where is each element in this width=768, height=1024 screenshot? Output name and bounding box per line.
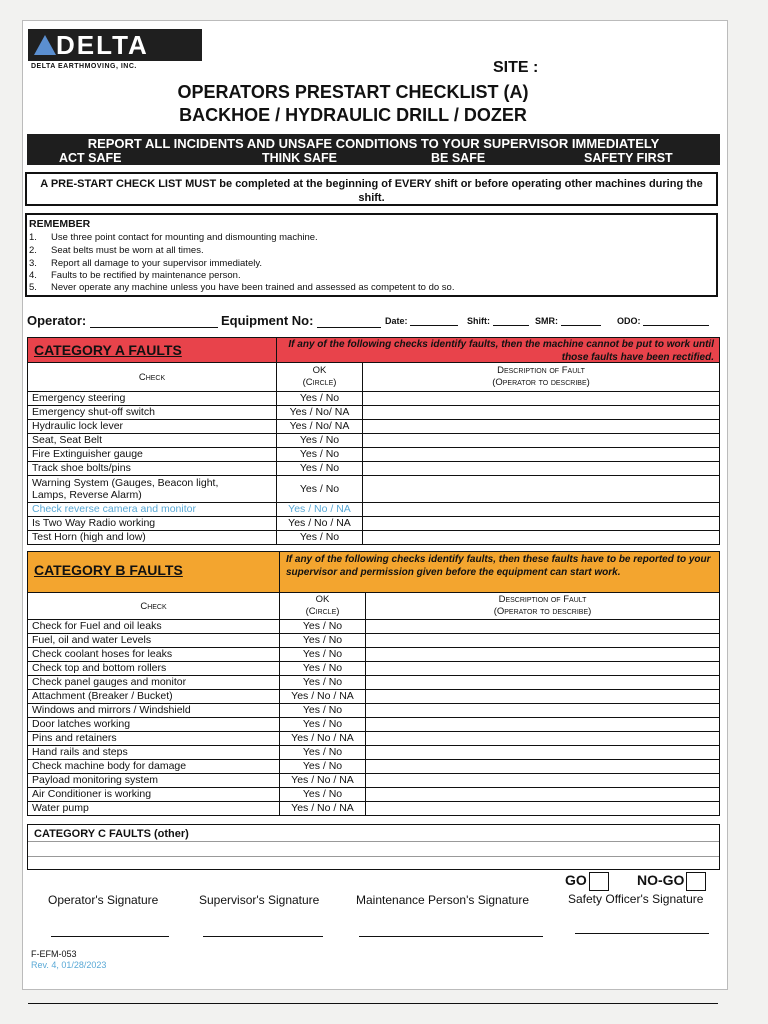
page-bottom-line: [28, 1003, 718, 1004]
category-a-title: CATEGORY A FAULTS: [34, 342, 182, 358]
ok-circle-options[interactable]: Yes / No: [280, 648, 366, 662]
table-row: [28, 732, 720, 746]
fault-description-cell[interactable]: [366, 662, 720, 676]
category-c-title: CATEGORY C FAULTS (other): [34, 828, 189, 840]
ok-circle-options[interactable]: Yes / No: [277, 434, 363, 448]
nogo-checkbox[interactable]: NO-GO: [637, 872, 706, 891]
table-row: [28, 448, 720, 462]
ok-circle-options[interactable]: Yes / No: [280, 662, 366, 676]
table-row: [28, 662, 720, 676]
form-title: OPERATORS PRESTART CHECKLIST (A): [177, 82, 529, 102]
revision-label: Rev. 4, 01/28/2023: [31, 960, 107, 970]
table-row: [28, 517, 720, 531]
table-row: [28, 634, 720, 648]
ok-circle-options[interactable]: Yes / No / NA: [280, 690, 366, 704]
fault-description-cell[interactable]: [366, 746, 720, 760]
odo-field[interactable]: ODO:: [617, 316, 709, 326]
table-row: [28, 760, 720, 774]
ok-column-header: OK (Circle): [277, 363, 363, 392]
check-item: Windows and mirrors / Windshield: [28, 704, 280, 718]
check-item: Check coolant hoses for leaks: [28, 648, 280, 662]
table-row: [28, 774, 720, 788]
ok-circle-options[interactable]: Yes / No/ NA: [277, 420, 363, 434]
check-item: Seat, Seat Belt: [28, 434, 277, 448]
check-item: Attachment (Breaker / Bucket): [28, 690, 280, 704]
check-item: Check reverse camera and monitor: [28, 503, 277, 517]
ok-circle-options[interactable]: Yes / No: [280, 718, 366, 732]
ok-circle-options[interactable]: Yes / No / NA: [280, 774, 366, 788]
table-row: [28, 476, 720, 503]
check-item: Track shoe bolts/pins: [28, 462, 277, 476]
prestart-notice: A PRE-START CHECK LIST MUST be completed at the beginning of EVERY shift or before operating other machines during the shift.: [25, 172, 718, 206]
banner-message: REPORT ALL INCIDENTS AND UNSAFE CONDITIONS TO YOUR SUPERVISOR IMMEDIATELY: [87, 136, 660, 151]
category-a-note: If any of the following checks identify faults, then the machine cannot be put to work until those faults have been rectified.: [288, 339, 714, 363]
operator-field[interactable]: Operator:: [27, 313, 218, 328]
safety-banner: [27, 134, 720, 165]
fault-description-cell[interactable]: [366, 774, 720, 788]
ok-circle-options[interactable]: Yes / No: [280, 634, 366, 648]
category-a-header: [27, 337, 720, 363]
ok-circle-options[interactable]: Yes / No: [280, 788, 366, 802]
ok-circle-options[interactable]: Yes / No: [280, 746, 366, 760]
form-subtitle: BACKHOE / HYDRAULIC DRILL / DOZER: [179, 105, 527, 125]
fault-description-cell[interactable]: [366, 704, 720, 718]
fault-description-cell[interactable]: [366, 802, 720, 816]
slogan: THINK SAFE: [262, 151, 337, 165]
check-item: Check for Fuel and oil leaks: [28, 620, 280, 634]
table-row: [28, 434, 720, 448]
table-row: [28, 620, 720, 634]
maintenance-signature-line[interactable]: [359, 936, 543, 937]
fault-description-cell[interactable]: [366, 718, 720, 732]
ok-circle-options[interactable]: Yes / No/ NA: [277, 406, 363, 420]
fault-description-cell[interactable]: [363, 531, 720, 545]
category-c-box[interactable]: [27, 824, 720, 870]
ok-circle-options[interactable]: Yes / No: [277, 448, 363, 462]
check-item: Pins and retainers: [28, 732, 280, 746]
ok-circle-options[interactable]: Yes / No: [280, 760, 366, 774]
table-row: [28, 648, 720, 662]
form-number: F-EFM-053: [31, 949, 77, 959]
remember-item: 1. Use three point contact for mounting and dismounting machine.: [29, 232, 318, 243]
ok-circle-options[interactable]: Yes / No: [280, 704, 366, 718]
table-row: [28, 531, 720, 545]
remember-item: 5. Never operate any machine unless you have been trained and assessed as competent to do so.: [29, 282, 455, 293]
category-b-note: If any of the following checks identify faults, then these faults have to be reported to your supervisor and permission given before the equipment can start work.: [286, 554, 711, 578]
category-b-table: [27, 592, 720, 816]
fault-description-cell[interactable]: [366, 634, 720, 648]
table-row: [28, 676, 720, 690]
category-b-title: CATEGORY B FAULTS: [34, 562, 183, 578]
fault-description-cell[interactable]: [366, 620, 720, 634]
remember-item: 3. Report all damage to your supervisor immediately.: [29, 258, 263, 269]
table-row: [28, 746, 720, 760]
check-item: Check machine body for damage: [28, 760, 280, 774]
fault-description-cell[interactable]: [363, 476, 720, 503]
ok-circle-options[interactable]: Yes / No / NA: [280, 802, 366, 816]
safety-officer-signature-label: Safety Officer's Signature: [568, 892, 704, 906]
fault-description-cell[interactable]: [363, 462, 720, 476]
fault-description-cell[interactable]: [363, 406, 720, 420]
check-item: Payload monitoring system: [28, 774, 280, 788]
fault-description-cell[interactable]: [366, 732, 720, 746]
check-item: Hand rails and steps: [28, 746, 280, 760]
supervisor-signature-line[interactable]: [203, 936, 323, 937]
category-b-header: [27, 551, 720, 593]
fault-description-cell[interactable]: [363, 517, 720, 531]
company-name: DELTA EARTHMOVING, INC.: [31, 63, 137, 70]
table-row: [28, 462, 720, 476]
fault-description-cell[interactable]: [366, 648, 720, 662]
slogan: BE SAFE: [431, 151, 486, 165]
fault-description-cell[interactable]: [366, 676, 720, 690]
safety-officer-signature-line[interactable]: [575, 933, 709, 934]
check-column-header: Check: [28, 593, 280, 620]
check-column-header: Check: [28, 363, 277, 392]
shift-field[interactable]: Shift:: [467, 316, 529, 326]
table-row: [28, 690, 720, 704]
ok-circle-options[interactable]: Yes / No: [280, 676, 366, 690]
check-item: Fire Extinguisher gauge: [28, 448, 277, 462]
table-row: [28, 503, 720, 517]
remember-item: 2. Seat belts must be worn at all times.: [29, 245, 204, 256]
equipment-field[interactable]: Equipment No:: [221, 313, 381, 328]
check-item: Emergency shut-off switch: [28, 406, 277, 420]
fault-description-cell[interactable]: [366, 760, 720, 774]
fault-description-cell[interactable]: [363, 420, 720, 434]
check-item: Water pump: [28, 802, 280, 816]
company-logo: [28, 29, 202, 61]
ok-circle-options[interactable]: Yes / No: [277, 392, 363, 406]
description-column-header: Description of Fault (Operator to describe): [363, 363, 720, 392]
check-item: Warning System (Gauges, Beacon light, Lamps, Reverse Alarm): [28, 476, 277, 503]
ok-circle-options[interactable]: Yes / No: [277, 476, 363, 503]
fault-description-cell[interactable]: [363, 434, 720, 448]
check-item: Check top and bottom rollers: [28, 662, 280, 676]
supervisor-signature-label: Supervisor's Signature: [199, 893, 320, 907]
fault-description-cell[interactable]: [363, 392, 720, 406]
ok-circle-options[interactable]: Yes / No / NA: [277, 517, 363, 531]
delta-triangle-icon: [34, 35, 56, 55]
fault-description-cell[interactable]: [366, 690, 720, 704]
ok-circle-options[interactable]: Yes / No: [280, 620, 366, 634]
ok-circle-options[interactable]: Yes / No / NA: [280, 732, 366, 746]
fault-description-cell[interactable]: [363, 448, 720, 462]
check-item: Fuel, oil and water Levels: [28, 634, 280, 648]
table-row: [28, 420, 720, 434]
table-header-row: [28, 363, 720, 392]
go-checkbox[interactable]: GO: [565, 872, 609, 891]
ok-circle-options[interactable]: Yes / No: [277, 531, 363, 545]
check-item: Air Conditioner is working: [28, 788, 280, 802]
table-row: [28, 392, 720, 406]
operator-signature-label: Operator's Signature: [48, 893, 159, 907]
check-item: Door latches working: [28, 718, 280, 732]
slogan: SAFETY FIRST: [584, 151, 673, 165]
check-item: Hydraulic lock lever: [28, 420, 277, 434]
check-item: Is Two Way Radio working: [28, 517, 277, 531]
slogan: ACT SAFE: [59, 151, 122, 165]
description-column-header: Description of Fault (Operator to describe): [366, 593, 720, 620]
remember-heading: REMEMBER: [29, 218, 91, 230]
fault-description-cell[interactable]: [366, 788, 720, 802]
site-label: SITE :: [493, 59, 539, 76]
ok-circle-options[interactable]: Yes / No / NA: [277, 503, 363, 517]
category-a-table: [27, 362, 720, 545]
table-row: [28, 704, 720, 718]
check-item: Emergency steering: [28, 392, 277, 406]
fault-description-cell[interactable]: [363, 503, 720, 517]
ok-column-header: OK (Circle): [280, 593, 366, 620]
table-row: [28, 406, 720, 420]
table-row: [28, 718, 720, 732]
check-item: Check panel gauges and monitor: [28, 676, 280, 690]
logo-text: DELTA: [56, 30, 149, 60]
table-row: [28, 788, 720, 802]
checklist-page: [22, 20, 728, 990]
ok-circle-options[interactable]: Yes / No: [277, 462, 363, 476]
maintenance-signature-label: Maintenance Person's Signature: [356, 893, 530, 907]
date-field[interactable]: Date:: [385, 316, 458, 326]
remember-box: [25, 213, 718, 297]
table-header-row: [28, 593, 720, 620]
check-item: Test Horn (high and low): [28, 531, 277, 545]
operator-signature-line[interactable]: [51, 936, 169, 937]
remember-item: 4. Faults to be rectified by maintenance person.: [29, 270, 241, 281]
table-row: [28, 802, 720, 816]
smr-field[interactable]: SMR:: [535, 316, 601, 326]
